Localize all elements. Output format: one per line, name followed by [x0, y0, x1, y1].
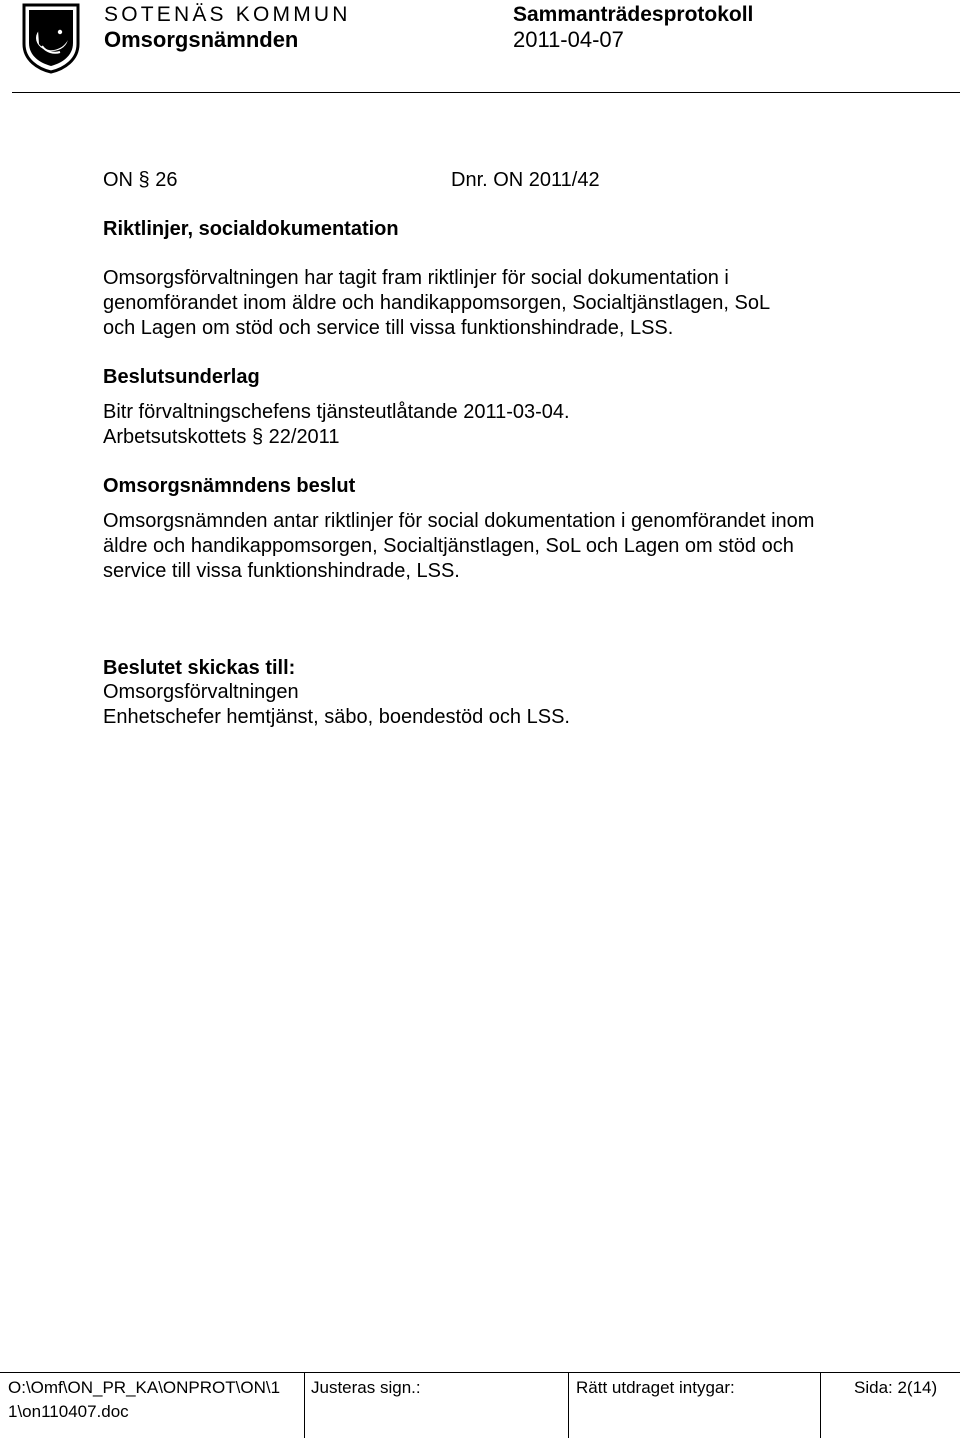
basis-item: Bitr förvaltningschefens tjänsteutlåtande 2011-03-04. — [103, 401, 570, 423]
intro-paragraph — [103, 266, 893, 341]
recipient-item: Enhetschefer hemtjänst, säbo, boendestöd och LSS. — [103, 706, 570, 728]
decision-heading: Omsorgsnämndens beslut — [103, 475, 356, 497]
page-footer — [0, 1372, 960, 1438]
recipients-list — [103, 680, 893, 730]
decision-paragraph — [103, 509, 893, 584]
basis-list — [103, 400, 893, 450]
file-path-line: O:\Omf\ON_PR_KA\ONPROT\ON\1 — [8, 1378, 281, 1397]
page-title: Riktlinjer, socialdokumentation — [103, 218, 399, 240]
footer-column-divider — [820, 1372, 821, 1438]
footer-column-divider — [568, 1372, 569, 1438]
basis-item: Arbetsutskottets § 22/2011 — [103, 426, 340, 448]
footer-column-divider — [304, 1372, 305, 1438]
signature-label: Justeras sign.: — [311, 1378, 421, 1397]
decision-line: service till vissa funktionshindrade, LSS. — [103, 560, 460, 582]
intro-line: genomförandet inom äldre och handikappomsorgen, Socialtjänstlagen, SoL — [103, 292, 771, 314]
meeting-date: 2011-04-07 — [513, 27, 624, 52]
page-number: Sida: 2(14) — [854, 1378, 938, 1397]
municipality-name: SOTENÄS KOMMUN — [104, 3, 351, 26]
sotenas-coat-of-arms-icon — [20, 2, 82, 74]
recipients-heading: Beslutet skickas till: — [103, 657, 296, 679]
header-divider — [12, 92, 960, 93]
recipient-item: Omsorgsförvaltningen — [103, 681, 299, 703]
committee-name: Omsorgsnämnden — [104, 27, 299, 52]
intro-line: och Lagen om stöd och service till vissa funktionshindrade, LSS. — [103, 317, 674, 339]
basis-heading: Beslutsunderlag — [103, 366, 260, 388]
footer-divider — [0, 1372, 960, 1373]
section-number: ON § 26 — [103, 169, 178, 191]
diary-number: Dnr. ON 2011/42 — [451, 169, 600, 191]
certification-label: Rätt utdraget intygar: — [576, 1378, 735, 1397]
file-path-line: 1\on110407.doc — [8, 1402, 129, 1421]
decision-line: Omsorgsnämnden antar riktlinjer för social dokumentation i genomförandet inom — [103, 510, 815, 532]
intro-line: Omsorgsförvaltningen har tagit fram riktlinjer för social dokumentation i — [103, 267, 729, 289]
document-type: Sammanträdesprotokoll — [513, 3, 754, 26]
decision-line: äldre och handikappomsorgen, Socialtjänstlagen, SoL och Lagen om stöd och — [103, 535, 794, 557]
